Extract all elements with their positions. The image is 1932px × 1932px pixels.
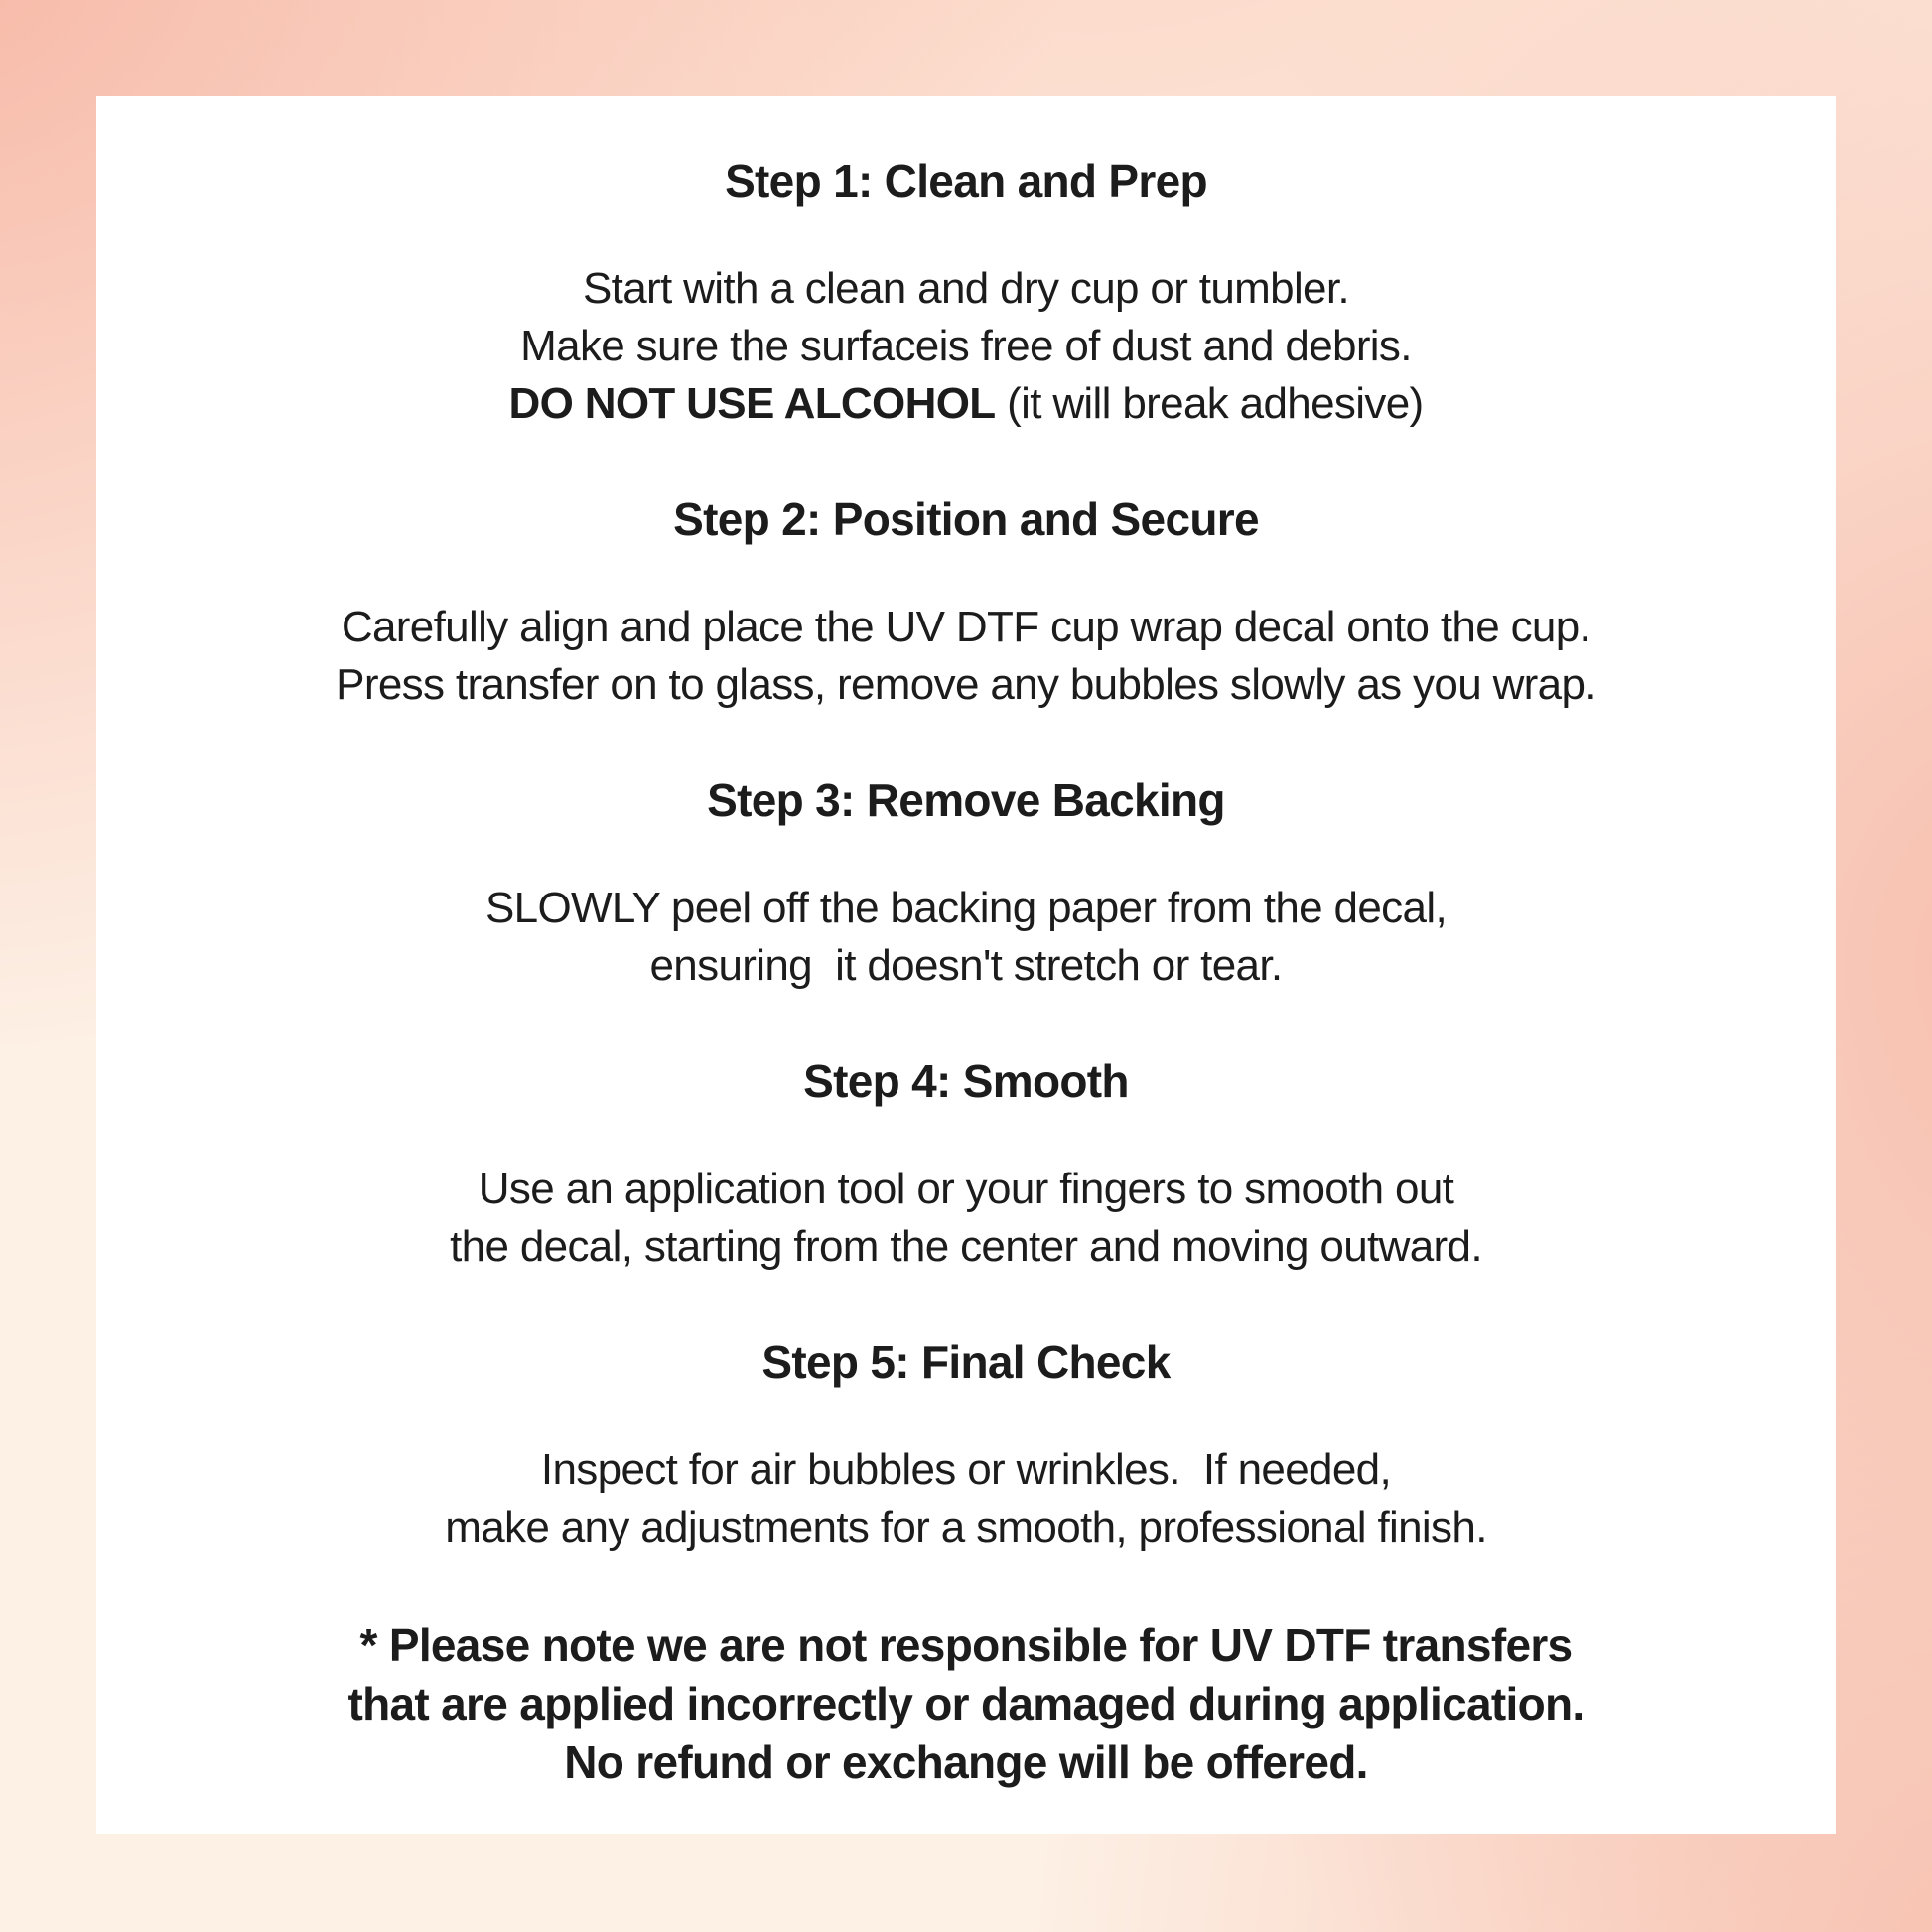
body-line: ensuring it doesn't stretch or tear. [649, 941, 1283, 990]
step-2-heading: Step 2: Position and Secure [673, 493, 1259, 545]
step-1-section [508, 154, 1423, 433]
body-line: Make sure the surfaceis free of dust and debris. [520, 322, 1412, 370]
alcohol-warning-text: DO NOT USE ALCOHOL [508, 379, 996, 428]
body-line: Press transfer on to glass, remove any bubbles slowly as you wrap. [336, 660, 1596, 709]
body-line: Use an application tool or your fingers to smooth out [478, 1165, 1454, 1213]
footnote-line: that are applied incorrectly or damaged during application. [347, 1678, 1585, 1729]
step-3-heading: Step 3: Remove Backing [707, 774, 1225, 826]
body-line: make any adjustments for a smooth, professional finish. [445, 1503, 1487, 1552]
instruction-card [96, 96, 1836, 1834]
step-3-section [485, 714, 1447, 995]
step-4-heading: Step 4: Smooth [803, 1055, 1129, 1107]
body-line: Start with a clean and dry cup or tumbler. [582, 264, 1349, 313]
alcohol-warning-detail: (it will break adhesive) [995, 379, 1424, 428]
footnote-line: No refund or exchange will be offered. [564, 1736, 1368, 1788]
disclaimer-footnote [348, 1616, 1585, 1792]
step-2-section [336, 433, 1596, 714]
body-line: Carefully align and place the UV DTF cup wrap decal onto the cup. [341, 603, 1591, 651]
step-3-body [485, 880, 1447, 995]
footnote-line: * Please note we are not responsible for UV DTF transfers [359, 1619, 1573, 1671]
step-5-section [445, 1276, 1487, 1557]
body-line: SLOWLY peel off the backing paper from the decal, [484, 884, 1448, 932]
body-line: Inspect for air bubbles or wrinkles. If needed, [540, 1446, 1392, 1494]
step-5-heading: Step 5: Final Check [761, 1336, 1171, 1388]
body-line: the decal, starting from the center and moving outward. [450, 1222, 1482, 1271]
step-1-heading: Step 1: Clean and Prep [725, 155, 1207, 207]
step-1-body [508, 260, 1423, 433]
step-2-body [336, 599, 1596, 714]
step-5-body [445, 1442, 1487, 1557]
body-line [508, 375, 1423, 433]
step-4-body [450, 1161, 1482, 1276]
step-4-section [450, 995, 1482, 1276]
